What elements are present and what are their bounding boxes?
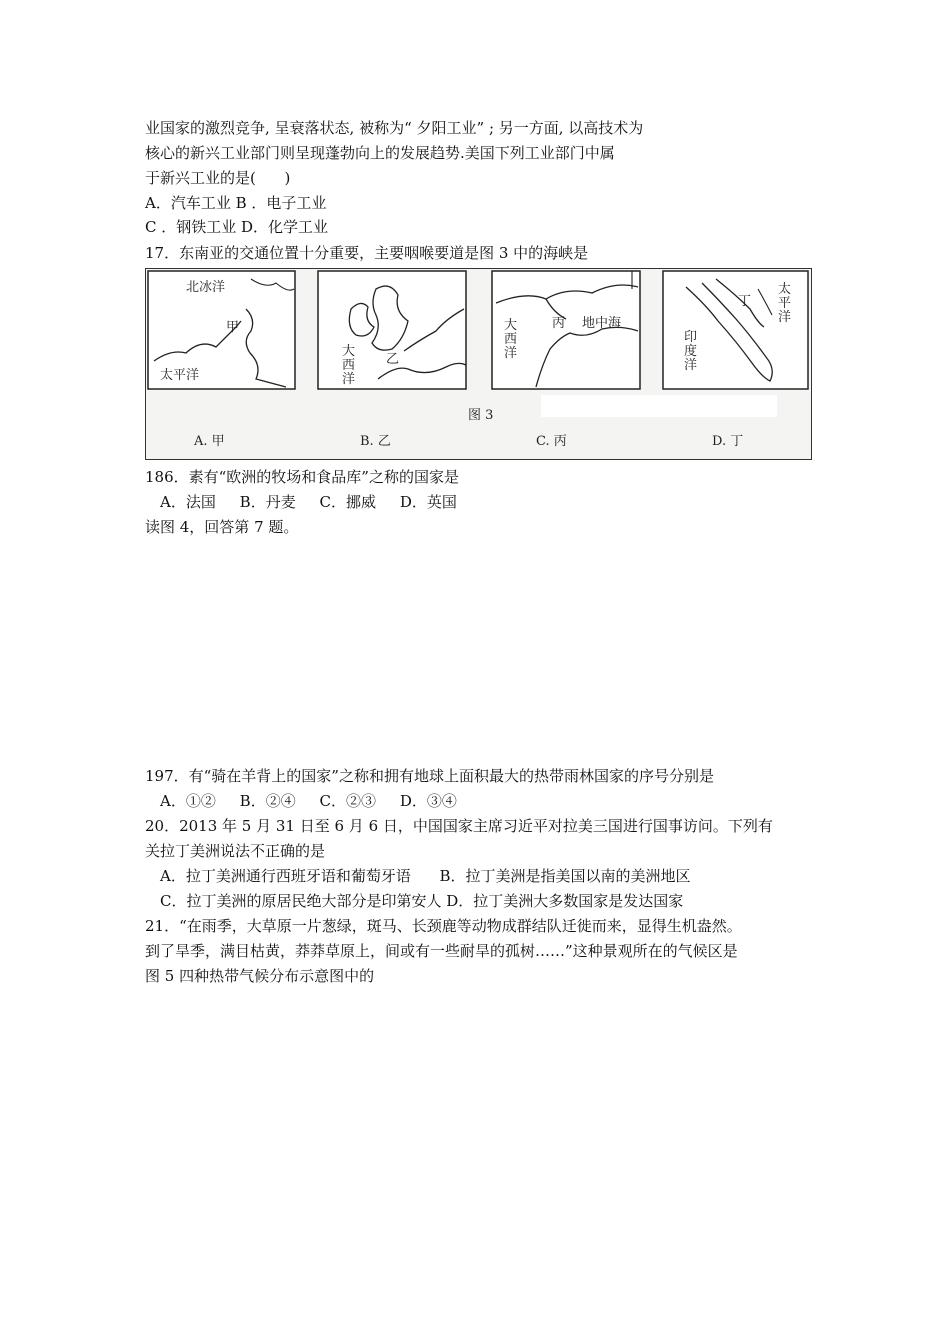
read-figure-4: 读图 4，回答第 7 题。 bbox=[145, 518, 299, 536]
question-21-cont: 图 5 四种热带气候分布示意图中的 bbox=[145, 967, 375, 985]
label-pacific-3: 洋 bbox=[778, 310, 792, 325]
blank-overlay bbox=[541, 395, 777, 417]
figure-caption: 图 3 bbox=[468, 408, 494, 423]
question-17: 17．东南亚的交通位置十分重要，主要咽喉要道是图 3 中的海峡是 bbox=[145, 244, 589, 262]
label-bing: 丙 bbox=[552, 316, 566, 331]
fig-option-b: B. 乙 bbox=[360, 434, 391, 449]
label-atlantic-2: 西 bbox=[504, 332, 518, 347]
label-pacific-1: 太 bbox=[778, 282, 792, 297]
label-indian-2: 度 bbox=[684, 344, 698, 359]
question-19-options: A．①② B．②④ C．②③ D．③④ bbox=[160, 792, 457, 810]
question-20-option-ab: A．拉丁美洲通行西班牙语和葡萄牙语 B．拉丁美洲是指美国以南的美洲地区 bbox=[160, 867, 691, 885]
label-indian-3: 洋 bbox=[684, 358, 698, 373]
label-arctic-ocean: 北冰洋 bbox=[186, 280, 226, 295]
figure-3-maps bbox=[145, 268, 812, 460]
label-ding: 丁 bbox=[738, 294, 752, 309]
question-18-options: A．法国 B．丹麦 C．挪威 D．英国 bbox=[160, 493, 457, 511]
question-20-option-cd: C．拉丁美洲的原居民绝大部分是印第安人 D．拉丁美洲大多数国家是发达国家 bbox=[160, 892, 684, 910]
label-atlantic-1: 大 bbox=[504, 318, 518, 333]
question-21-cont: 到了旱季，满目枯黄，莽莽草原上，间或有一些耐旱的孤树……”这种景观所在的气候区是 bbox=[145, 942, 738, 960]
label-atlantic-3: 洋 bbox=[342, 372, 356, 387]
label-yi: 乙 bbox=[386, 352, 400, 367]
label-atlantic-3: 洋 bbox=[504, 346, 518, 361]
fig-option-a: A. 甲 bbox=[194, 434, 225, 449]
question-20: 20．2013 年 5 月 31 日至 6 月 6 日，中国国家主席习近平对拉美三国进行国事访问。下列有 bbox=[145, 817, 773, 835]
question-18: 186．素有“欧洲的牧场和食品库”之称的国家是 bbox=[145, 468, 459, 486]
label-atlantic-1: 大 bbox=[342, 344, 356, 359]
question-19: 197．有“骑在羊背上的国家”之称和拥有地球上面积最大的热带雨林国家的序号分别是 bbox=[145, 767, 714, 785]
question-20-cont: 关拉丁美洲说法不正确的是 bbox=[145, 842, 326, 860]
label-jia: 甲 bbox=[226, 320, 240, 335]
label-mediterranean: 地中海 bbox=[582, 316, 622, 331]
text-line: 核心的新兴工业部门则呈现蓬勃向上的发展趋势.美国下列工业部门中属 bbox=[145, 144, 615, 162]
label-indian-1: 印 bbox=[684, 330, 698, 345]
fig-option-c: C. 丙 bbox=[536, 434, 567, 449]
fig-option-d: D. 丁 bbox=[712, 434, 744, 449]
question-21: 21．“在雨季，大草原一片葱绿，斑马、长颈鹿等动物成群结队迁徙而来，显得生机盎然。 bbox=[145, 917, 742, 935]
option-line: C ．钢铁工业 D．化学工业 bbox=[145, 218, 329, 236]
label-atlantic-2: 西 bbox=[342, 358, 356, 373]
text-line: 业国家的激烈竞争, 呈衰落状态, 被称为“ 夕阳工业” ; 另一方面, 以高技术为 bbox=[145, 119, 644, 137]
label-pacific-2: 平 bbox=[778, 296, 792, 311]
option-line: A．汽车工业 B ．电子工业 bbox=[145, 194, 327, 212]
label-pacific-ocean: 太平洋 bbox=[160, 368, 200, 383]
figure-3-svg bbox=[146, 269, 811, 459]
text-line: 于新兴工业的是( ) bbox=[145, 169, 291, 187]
